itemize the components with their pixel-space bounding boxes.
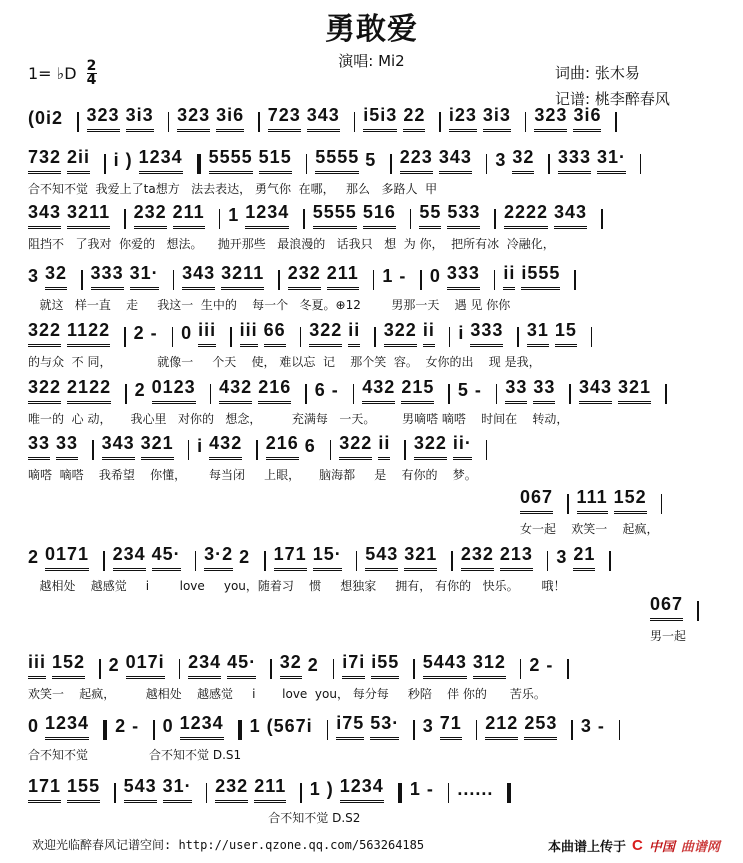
note-group: ) xyxy=(125,150,133,170)
note-group: 32 xyxy=(512,147,534,174)
note-group: 31· xyxy=(597,147,626,174)
note-group: ii xyxy=(378,433,390,460)
note-group: 333 xyxy=(470,320,503,347)
barline xyxy=(124,209,126,229)
barline xyxy=(179,659,181,679)
note-group: 111 xyxy=(577,487,608,514)
note-group: 32 xyxy=(45,263,67,290)
lyrics-line: 越相处 越感觉 i love you，随着习 惯 想独家 拥有， 有你的 快乐。 哦！ xyxy=(28,579,566,593)
note-group: 3 xyxy=(556,547,568,567)
note-group: ) xyxy=(326,779,334,799)
note-group: 1 xyxy=(309,779,321,799)
note-group: 543 xyxy=(365,544,398,571)
barline xyxy=(665,384,667,404)
note-group: 321 xyxy=(404,544,437,571)
note-group: - xyxy=(132,716,140,736)
barline xyxy=(571,720,573,740)
barline xyxy=(390,154,392,174)
score-row xyxy=(28,377,725,404)
note-group: iii xyxy=(240,320,258,347)
note-group: 533 xyxy=(447,202,480,229)
score-title: 勇敢爱 xyxy=(325,12,418,47)
note-group: 3i3 xyxy=(126,105,154,132)
barline xyxy=(574,270,576,290)
barline xyxy=(306,154,308,174)
note-group: 5 xyxy=(365,150,377,170)
barline xyxy=(609,551,611,571)
note-group: 223 xyxy=(400,147,433,174)
note-group: 321 xyxy=(141,433,174,460)
note-group: 211 xyxy=(254,776,286,803)
note-group: 343 xyxy=(28,202,61,229)
note-group: 33 xyxy=(28,433,50,460)
note-group: 0 xyxy=(162,716,174,736)
score-row xyxy=(28,147,725,174)
note-group: 3·2 xyxy=(204,544,233,571)
barline xyxy=(303,209,305,229)
note-group: 321 xyxy=(618,377,651,404)
note-group: 5 xyxy=(457,380,469,400)
note-group: 5555 xyxy=(313,202,357,229)
note-group: 45· xyxy=(227,652,256,679)
note-group: - xyxy=(399,266,407,286)
barline xyxy=(354,112,356,132)
barline xyxy=(420,270,422,290)
note-group: 312 xyxy=(473,652,506,679)
note-group: 3 xyxy=(422,716,434,736)
barline xyxy=(697,601,699,621)
score-row xyxy=(28,263,725,290)
lyrics-line: 合不知不觉 D.S2 xyxy=(28,811,361,825)
note-group: 1234 xyxy=(180,713,224,740)
note-group: 15 xyxy=(555,320,577,347)
note-group: 343 xyxy=(554,202,587,229)
note-group: 2ii xyxy=(67,147,90,174)
barline xyxy=(449,327,451,347)
note-group: 2122 xyxy=(67,377,111,404)
note-group: 323 xyxy=(177,105,210,132)
barline xyxy=(486,440,488,460)
time-bottom: 4 xyxy=(86,72,97,88)
note-group: 31 xyxy=(527,320,549,347)
barline xyxy=(356,551,358,571)
time-top: 2 xyxy=(86,58,97,74)
note-group: iii xyxy=(198,320,216,347)
barline xyxy=(448,783,450,803)
note-group: 1234 xyxy=(139,147,183,174)
note-group: 5443 xyxy=(423,652,467,679)
note-group: 067 xyxy=(650,594,683,621)
note-group: 216 xyxy=(258,377,291,404)
lyrics-line: 女一起 欢笑一 起疯， xyxy=(520,522,659,536)
barline xyxy=(173,270,175,290)
note-group: 22 xyxy=(403,105,425,132)
note-group: 213 xyxy=(500,544,533,571)
note-group: ...... xyxy=(457,779,494,799)
time-signature xyxy=(87,60,97,87)
note-group: 432 xyxy=(219,377,252,404)
lyrics-line: 阻挡不 了我对 你爱的 想法。 抛开那些 最浪漫的 话我只 想 为 你， 把所有冰 冷融化， xyxy=(28,237,555,251)
note-group: 1 xyxy=(382,266,394,286)
barline xyxy=(476,720,478,740)
note-group: 516 xyxy=(363,202,396,229)
barline xyxy=(507,783,511,803)
note-group: 216 xyxy=(266,433,299,460)
barline xyxy=(327,720,329,740)
barline xyxy=(569,384,571,404)
note-group: i5i3 xyxy=(363,105,397,132)
barline xyxy=(258,112,260,132)
note-group: 45· xyxy=(152,544,181,571)
footer-link[interactable]: 欢迎光临醉春风记谱空间: http://user.qzone.qq.com/563264185 xyxy=(32,838,425,852)
note-group: 323 xyxy=(87,105,120,132)
note-group: 2 xyxy=(134,380,146,400)
barline xyxy=(413,720,415,740)
note-group: i xyxy=(197,436,204,456)
note-group: 432 xyxy=(362,377,395,404)
score-row xyxy=(650,594,725,621)
barline xyxy=(547,551,549,571)
note-group: 322 xyxy=(309,320,342,347)
note-group: 067 xyxy=(520,487,553,514)
barline xyxy=(99,659,101,679)
barline xyxy=(640,154,642,174)
note-group: 6 xyxy=(304,436,316,456)
note-group: 1234 xyxy=(245,202,289,229)
note-group: iii xyxy=(28,652,46,679)
note-group: 2 xyxy=(239,547,251,567)
note-group: 171 xyxy=(274,544,307,571)
barline xyxy=(373,270,375,290)
score-row xyxy=(28,776,725,803)
note-group: 432 xyxy=(209,433,242,460)
note-group: 322 xyxy=(28,377,61,404)
key-label: 1= ♭D xyxy=(28,64,77,83)
note-group: - xyxy=(426,779,434,799)
note-group: i23 xyxy=(449,105,477,132)
barline xyxy=(601,209,603,229)
barline xyxy=(92,440,94,460)
note-group: 0123 xyxy=(152,377,196,404)
barline xyxy=(81,270,83,290)
note-group: 2 xyxy=(529,655,541,675)
note-group: 543 xyxy=(124,776,157,803)
barline xyxy=(496,384,498,404)
note-group: 3i6 xyxy=(573,105,601,132)
barline xyxy=(103,720,107,740)
note-group: 152 xyxy=(614,487,647,514)
note-group: - xyxy=(331,380,339,400)
note-group: (567i xyxy=(266,716,313,736)
note-group: 2 xyxy=(307,655,319,675)
lyrics-line: 就这 样一直 走 我这一 生中的 每一个 冬夏。⊕12 男那一天 遇 见 你你 xyxy=(28,298,511,312)
transcriber-credit: 记谱: 桃李醉春风 xyxy=(555,90,670,108)
note-group: 2 xyxy=(108,655,120,675)
note-group: 3i3 xyxy=(483,105,511,132)
note-group: 333 xyxy=(558,147,591,174)
barline xyxy=(104,154,106,174)
note-group: 234 xyxy=(113,544,146,571)
note-group: 232 xyxy=(215,776,248,803)
site-logo-text: 中国 xyxy=(648,839,675,854)
barline xyxy=(264,551,266,571)
footer-upload-credit xyxy=(548,836,720,855)
note-group: ii xyxy=(423,320,435,347)
note-group: i7i xyxy=(342,652,365,679)
note-group: 66 xyxy=(264,320,286,347)
note-group: 1 xyxy=(228,205,240,225)
note-group: - xyxy=(150,323,158,343)
barline xyxy=(548,154,550,174)
note-group: 017i xyxy=(126,652,165,679)
barline xyxy=(517,327,519,347)
lyrics-line: 合不知不觉 合不知不觉 D.S1 xyxy=(28,748,242,762)
note-group: i xyxy=(458,323,465,343)
note-group: 732 xyxy=(28,147,61,174)
singer-credit: 演唱: Mi2 xyxy=(338,52,405,70)
note-group: 0171 xyxy=(45,544,89,571)
barline xyxy=(661,494,663,514)
note-group: 343 xyxy=(307,105,340,132)
note-group: 333 xyxy=(91,263,124,290)
barline xyxy=(451,551,453,571)
upload-label: 本曲谱上传于 xyxy=(548,839,627,854)
lyrics-line: 欢笑一 起疯， 越相处 越感觉 i love you， 每分每 秒陪 伴 你的 苦乐。 xyxy=(28,687,546,701)
note-group: 253 xyxy=(524,713,557,740)
barline xyxy=(114,783,116,803)
note-group: 333 xyxy=(447,263,480,290)
lyrics-line: 嘀嗒 嘀嗒 我希望 你懂， 每当闭 上眼， 脑海都 是 有你的 梦。 xyxy=(28,468,477,482)
barline xyxy=(398,783,402,803)
note-group: 232 xyxy=(134,202,167,229)
note-group: 33 xyxy=(56,433,78,460)
note-group: 32 xyxy=(280,652,302,679)
note-group: 15· xyxy=(313,544,342,571)
note-group: - xyxy=(474,380,482,400)
note-group: i55 xyxy=(371,652,399,679)
note-group: 322 xyxy=(28,320,61,347)
note-group: 215 xyxy=(401,377,434,404)
barline xyxy=(494,209,496,229)
barline xyxy=(238,720,242,740)
barline xyxy=(330,440,332,460)
lyricist-credit: 词曲: 张木易 xyxy=(555,64,640,82)
note-group: 3 xyxy=(28,266,40,286)
barline xyxy=(124,327,126,347)
note-group: 71 xyxy=(440,713,462,740)
note-group: 211 xyxy=(327,263,359,290)
note-group: 155 xyxy=(67,776,100,803)
barline xyxy=(305,384,307,404)
note-group: 2 xyxy=(28,547,40,567)
note-group: 3 xyxy=(580,716,592,736)
barline xyxy=(567,659,569,679)
barline xyxy=(230,327,232,347)
barline xyxy=(353,384,355,404)
barline xyxy=(410,209,412,229)
note-group: 0 xyxy=(181,323,193,343)
score-row xyxy=(28,544,725,571)
barline xyxy=(494,270,496,290)
note-group: ii xyxy=(348,320,360,347)
score-row xyxy=(520,487,725,514)
note-group: 3211 xyxy=(67,202,110,229)
note-group: 0 xyxy=(429,266,441,286)
lyrics-line: 唯一的 心 动， 我心里 对你的 想念， 充满每 一天。 男嘀嗒 嘀嗒 时间在 转动， xyxy=(28,412,569,426)
note-group: - xyxy=(546,655,554,675)
lyrics-line: 的与众 不 同， 就像一 个天 使， 难以忘 记 那个笑 容。 女你的出 现 是我， xyxy=(28,355,541,369)
barline xyxy=(567,494,569,514)
note-group: 31· xyxy=(163,776,192,803)
note-group: 5555 xyxy=(315,147,359,174)
note-group: 3 xyxy=(495,150,507,170)
site-logo-icon: C xyxy=(632,837,643,854)
score-row xyxy=(28,713,725,740)
barline xyxy=(448,384,450,404)
barline xyxy=(206,783,208,803)
barline xyxy=(374,327,376,347)
note-group: ii xyxy=(503,263,515,290)
score-row xyxy=(28,433,725,460)
note-group: 2222 xyxy=(504,202,548,229)
score-row xyxy=(28,202,725,229)
note-group: 3211 xyxy=(221,263,264,290)
barline xyxy=(77,112,79,132)
note-group: 723 xyxy=(268,105,301,132)
note-group: 171 xyxy=(28,776,61,803)
note-group: 1234 xyxy=(45,713,89,740)
note-group: - xyxy=(597,716,605,736)
note-group: 343 xyxy=(102,433,135,460)
barline xyxy=(300,783,302,803)
lyrics-line: 合不知不觉 我爱上了ta想方 法去表达， 勇气你 在哪， 那么 多路人 甲 xyxy=(28,182,438,196)
barline xyxy=(413,659,415,679)
barline xyxy=(168,112,170,132)
barline xyxy=(153,720,155,740)
barline xyxy=(525,112,527,132)
note-group: 323 xyxy=(534,105,567,132)
note-group: 1 xyxy=(409,779,421,799)
score-row xyxy=(28,105,725,132)
note-group: 0 xyxy=(28,716,40,736)
note-group: 21 xyxy=(573,544,595,571)
note-group: ii· xyxy=(453,433,472,460)
barline xyxy=(404,440,406,460)
note-group: 211 xyxy=(173,202,205,229)
note-group: 322 xyxy=(414,433,447,460)
note-group: 1234 xyxy=(340,776,384,803)
barline xyxy=(125,384,127,404)
key-signature xyxy=(28,60,97,87)
note-group: 515 xyxy=(259,147,292,174)
note-group: 1 xyxy=(249,716,261,736)
note-group: 33 xyxy=(533,377,555,404)
barline xyxy=(439,112,441,132)
note-group: 212 xyxy=(485,713,518,740)
barline xyxy=(615,112,617,132)
note-group: 343 xyxy=(182,263,215,290)
barline xyxy=(188,440,190,460)
score-row xyxy=(28,652,725,679)
note-group: i75 xyxy=(336,713,364,740)
note-group: 55 xyxy=(419,202,441,229)
note-group: 6 xyxy=(314,380,326,400)
barline xyxy=(333,659,335,679)
note-group: i555 xyxy=(521,263,560,290)
barline xyxy=(520,659,522,679)
barline xyxy=(619,720,621,740)
barline xyxy=(197,154,201,174)
barline xyxy=(486,154,488,174)
barline xyxy=(195,551,197,571)
barline xyxy=(210,384,212,404)
note-group: 53· xyxy=(370,713,399,740)
site-logo-text-2: 曲谱网 xyxy=(680,839,720,854)
note-group: 322 xyxy=(384,320,417,347)
score-row xyxy=(28,320,725,347)
note-group: 2 xyxy=(133,323,145,343)
note-group: 3i6 xyxy=(216,105,244,132)
note-group: 33 xyxy=(505,377,527,404)
note-group: 5555 xyxy=(209,147,253,174)
barline xyxy=(270,659,272,679)
note-group: 322 xyxy=(339,433,372,460)
note-group: 234 xyxy=(188,652,221,679)
note-group: 343 xyxy=(439,147,472,174)
note-group: 31· xyxy=(130,263,159,290)
note-group: 232 xyxy=(461,544,494,571)
note-group: i xyxy=(113,150,120,170)
note-group: 1122 xyxy=(67,320,110,347)
barline xyxy=(591,327,593,347)
lyrics-line: 男一起 xyxy=(650,629,687,643)
barline xyxy=(256,440,258,460)
note-group: 343 xyxy=(579,377,612,404)
barline xyxy=(278,270,280,290)
barline xyxy=(300,327,302,347)
note-group: 152 xyxy=(52,652,85,679)
barline xyxy=(219,209,221,229)
note-group: 2 xyxy=(115,716,127,736)
note-group: (0i2 xyxy=(28,108,64,128)
barline xyxy=(103,551,105,571)
note-group: 232 xyxy=(288,263,321,290)
barline xyxy=(172,327,174,347)
